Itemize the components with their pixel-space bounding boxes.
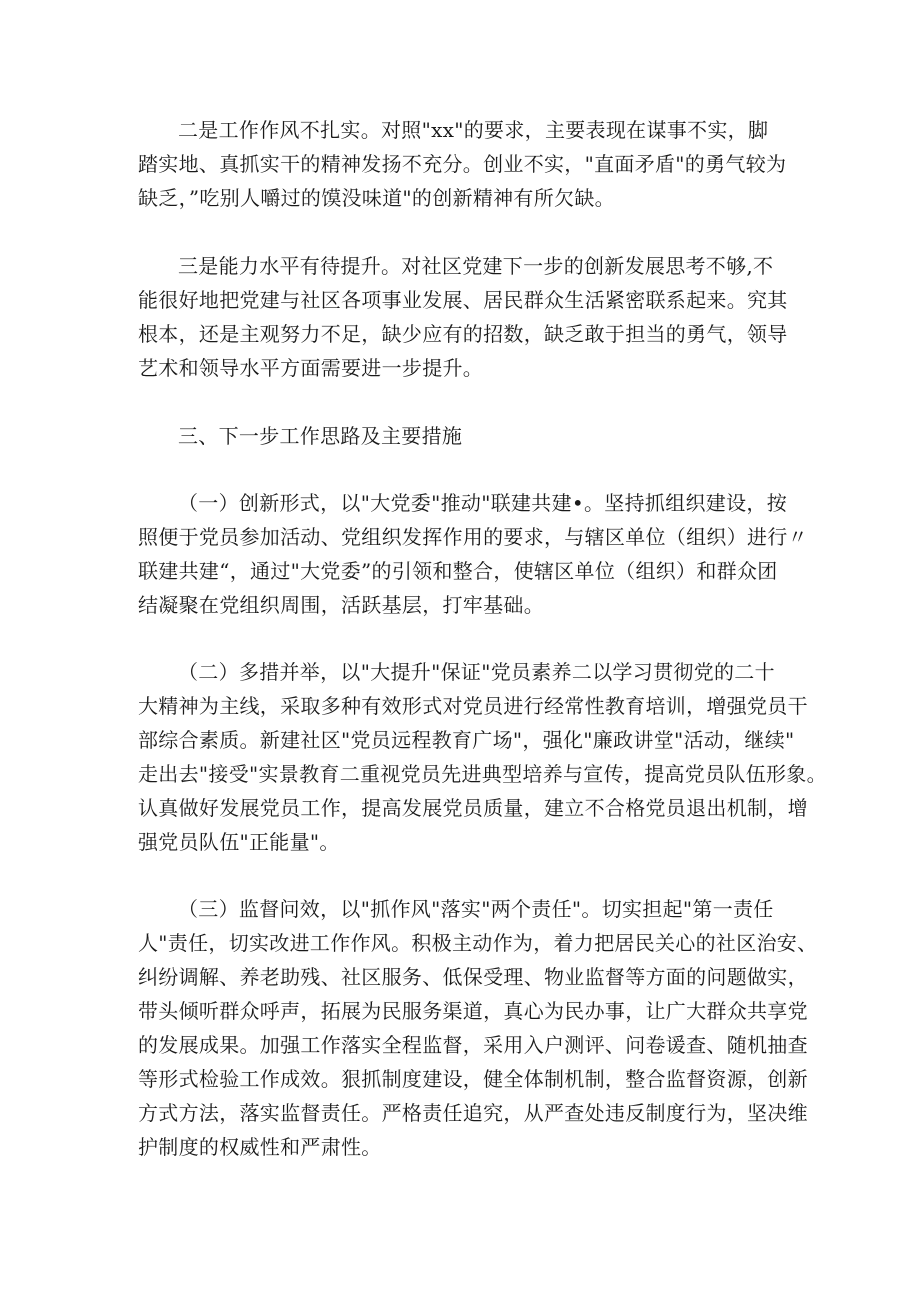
text-line: （三）监督问效，以"抓作风"落实"两个责任"。切实担起"第一责任: [178, 897, 774, 921]
text-line: 联建共建“，通过"大党委”的引领和整合，使辖区单位（组织）和群众团: [138, 559, 778, 583]
text-line: 照便于党员参加活动、党组织发挥作用的要求，与辖区单位（组织）进行〃: [138, 525, 808, 549]
text-line: 部综合素质。新建社区"党员远程教育广场"，强化"廉政讲堂"活动，继续": [138, 728, 795, 752]
text-line: 带头倾听群众呼声，拓展为民服务渠道，真心为民办事，让广大群众共享党: [138, 999, 808, 1023]
paragraph-measure-one: [138, 486, 808, 622]
text-line: 能很好地把党建与社区各项事业发展、居民群众生活紧密联系起来。究其: [138, 288, 788, 312]
text-line: 二是工作作风不扎实。对照"xx"的要求，主要表现在谋事不实，脚: [178, 118, 769, 142]
text-line: 认真做好发展党员工作，提高发展党员质量，建立不合格党员退出机制，增: [138, 796, 808, 820]
paragraph-ability-level: [138, 249, 788, 385]
text-line: 三是能力水平有待提升。对社区党建下一步的创新发展思考不够,不: [178, 254, 774, 278]
paragraph-measure-two: [138, 655, 827, 859]
text-line: 人"责任，切实改进工作作风。积极主动作为，着力把居民关心的社区治安、: [138, 931, 818, 955]
text-line: 踏实地、真抓实干的精神发扬不充分。创业不实，"直面矛盾"的勇气较为: [138, 152, 787, 176]
paragraph-work-style: [138, 113, 787, 215]
text-line: 走出去"接受"实景教育二重视党员先进典型培养与宣传，提高党员队伍形象。: [138, 762, 827, 786]
text-line: 强党员队伍"正能量"。: [138, 830, 340, 854]
section-heading: 三、下一步工作思路及主要措施: [178, 424, 463, 448]
text-line: 等形式检验工作成效。狠抓制度建设，健全体制机制，整合监督资源，创新: [138, 1067, 808, 1091]
text-line: 艺术和领导水平方面需要进一步提升。: [138, 356, 484, 380]
text-line: 纠纷调解、养老助残、社区服务、低保受理、物业监督等方面的问题做实，: [138, 965, 808, 989]
paragraph-measure-three: [138, 892, 818, 1164]
text-line: 方式方法，落实监督责任。严格责任追究，从严查处违反制度行为，坚决维: [138, 1101, 808, 1125]
text-line: 的发展成果。加强工作落实全程监督，采用入户测评、问卷谖查、随机抽查: [138, 1033, 808, 1057]
text-line: （一）创新形式，以"大党委"推动"联建共建•。坚持抓组织建设，按: [178, 491, 787, 515]
text-line: 护制度的权威性和严肃性。: [138, 1135, 382, 1159]
text-line: 缺乏，”吃别人嚼过的馍没味道"的创新精神有所欠缺。: [138, 186, 615, 210]
text-line: 大精神为主线，采取多种有效形式对党员进行经常性教育培训，增强党员干: [138, 694, 808, 718]
text-line: 结凝聚在党组织周围，活跃基层，打牢基础。: [138, 593, 544, 617]
text-line: （二）多措并举，以"大提升"保证"党员素养二以学习贯彻党的二十: [178, 660, 775, 684]
text-line: 根本，还是主观努力不足，缺少应有的招数，缺乏敢于担当的勇气，领导: [138, 322, 788, 346]
